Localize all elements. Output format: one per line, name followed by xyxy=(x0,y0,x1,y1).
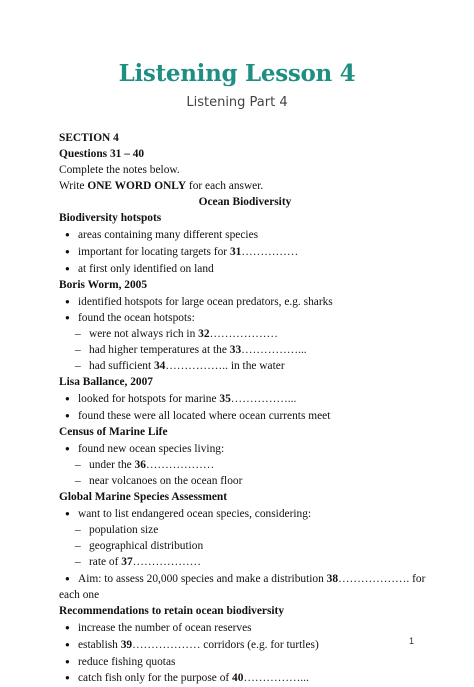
item-text: under the xyxy=(89,459,135,472)
dash-item xyxy=(59,539,431,555)
item-text: Aim: to assess 20,000 species and make a distribution xyxy=(78,572,327,585)
item-text: increase the number of ocean reserves xyxy=(78,621,252,634)
question-number: 36 xyxy=(134,459,146,472)
question-number: 33 xyxy=(229,344,242,357)
question-number: 35 xyxy=(219,393,231,406)
item-text: identified hotspots for large ocean predators, e.g. sharks xyxy=(78,295,333,308)
page-title: Listening Lesson 4 xyxy=(118,60,356,87)
item-text-continued: each one xyxy=(59,588,100,601)
section-heading: Recommendations to retain ocean biodiversity xyxy=(59,604,285,617)
dash-marker: – xyxy=(75,523,81,536)
section-heading: Lisa Ballance, 2007 xyxy=(59,376,153,389)
section-heading: Census of Marine Life xyxy=(59,426,168,439)
item-text: near volcanoes on the ocean floor xyxy=(89,475,243,488)
bullet-marker: ● xyxy=(65,394,70,404)
word-limit-bold: ONE WORD ONLY xyxy=(87,179,187,192)
question-number: 40 xyxy=(232,672,244,685)
bullet-item xyxy=(59,244,431,261)
item-text: areas containing many different species xyxy=(78,228,259,241)
page-number: 1 xyxy=(408,636,414,646)
question-number: 39 xyxy=(120,638,133,651)
bullet-item xyxy=(59,506,431,523)
section-heading: Boris Worm, 2005 xyxy=(59,278,148,291)
dash-marker: – xyxy=(75,328,81,341)
dash-item xyxy=(59,555,431,571)
dash-marker: – xyxy=(75,539,81,552)
item-text: population size xyxy=(89,523,159,536)
answer-blank[interactable]: ……………... xyxy=(243,672,309,685)
bullet-marker: ● xyxy=(65,444,70,454)
bullet-item xyxy=(59,261,431,278)
bullet-marker: ● xyxy=(65,639,70,649)
dash-item xyxy=(59,359,431,375)
question-number: 38 xyxy=(326,572,339,585)
answer-blank[interactable]: ……………... xyxy=(241,344,307,357)
dash-item xyxy=(59,327,431,343)
question-number: 32 xyxy=(198,328,210,341)
answer-blank[interactable]: …………….. in the water xyxy=(165,360,285,373)
question-number: 34 xyxy=(153,360,166,373)
bullet-item xyxy=(59,571,431,588)
bullet-item xyxy=(59,294,431,311)
notes-sections xyxy=(59,211,431,687)
answer-blank[interactable]: ……………… xyxy=(209,328,278,341)
bullet-marker: ● xyxy=(65,229,70,239)
dash-marker: – xyxy=(75,360,81,373)
word-limit-suffix: for each answer. xyxy=(186,179,264,192)
bullet-item xyxy=(59,670,431,687)
dash-item xyxy=(59,458,431,474)
answer-blank[interactable]: ……………... xyxy=(230,393,297,406)
dash-marker: – xyxy=(75,344,81,357)
bullet-item xyxy=(59,620,431,637)
bullet-marker: ● xyxy=(65,313,70,323)
item-text: geographical distribution xyxy=(89,539,204,552)
section-label: SECTION 4 xyxy=(59,132,119,144)
answer-blank[interactable]: ………………. for xyxy=(338,572,426,585)
item-text: found these were all located where ocean currents meet xyxy=(78,410,331,423)
item-text: looked for hotspots for marine xyxy=(78,393,220,406)
instruction-text: Complete the notes below. xyxy=(59,163,180,176)
item-text: catch fish only for the purpose of xyxy=(78,672,233,685)
item-text: had higher temperatures at the xyxy=(89,344,230,357)
bullet-marker: ● xyxy=(65,573,70,583)
notes-title: Ocean Biodiversity xyxy=(198,195,292,208)
bullet-item xyxy=(59,408,431,425)
word-limit-prefix: Write xyxy=(59,179,88,192)
bullet-marker: ● xyxy=(65,622,70,632)
bullet-marker: ● xyxy=(65,296,70,306)
bullet-marker: ● xyxy=(65,411,70,421)
section-heading: Global Marine Species Assessment xyxy=(59,490,228,503)
question-number: 37 xyxy=(121,555,133,568)
bullet-marker: ● xyxy=(65,656,70,666)
bullet-item xyxy=(59,637,431,654)
answer-blank[interactable]: ……………… xyxy=(132,555,201,568)
bullet-item xyxy=(59,441,431,458)
item-text: establish xyxy=(78,638,121,651)
bullet-marker: ● xyxy=(65,673,70,683)
item-text: at first only identified on land xyxy=(78,262,214,275)
item-text: were not always rich in xyxy=(89,328,199,341)
dash-item xyxy=(59,343,431,359)
item-text: important for locating targets for xyxy=(78,245,230,258)
bullet-marker: ● xyxy=(65,246,70,256)
dash-marker: – xyxy=(75,555,81,568)
bullet-item xyxy=(59,310,431,327)
item-text: reduce fishing quotas xyxy=(78,655,176,668)
answer-blank[interactable]: ……………… xyxy=(145,459,215,472)
notes-content xyxy=(59,131,431,687)
dash-item xyxy=(59,523,431,539)
dash-marker: – xyxy=(75,459,81,472)
questions-range: Questions 31 – 40 xyxy=(59,147,145,160)
page-subtitle: Listening Part 4 xyxy=(186,95,288,110)
answer-blank[interactable]: …………… xyxy=(241,245,299,258)
item-text: had sufficient xyxy=(89,360,154,373)
bullet-marker: ● xyxy=(65,263,70,273)
item-text: rate of xyxy=(89,555,122,568)
bullet-item xyxy=(59,391,431,408)
item-text: found new ocean species living: xyxy=(78,443,225,456)
dash-item xyxy=(59,474,431,490)
bullet-item xyxy=(59,654,431,671)
word-limit-instruction xyxy=(59,179,431,195)
dash-marker: – xyxy=(75,475,81,488)
section-heading: Biodiversity hotspots xyxy=(59,211,162,224)
item-text: found the ocean hotspots: xyxy=(78,312,195,325)
bullet-item xyxy=(59,227,431,244)
bullet-marker: ● xyxy=(65,508,70,518)
answer-blank[interactable]: ……………… corridors (e.g. for turtles) xyxy=(132,638,319,651)
question-number: 31 xyxy=(229,245,242,258)
item-text: want to list endangered ocean species, considering: xyxy=(78,507,312,520)
